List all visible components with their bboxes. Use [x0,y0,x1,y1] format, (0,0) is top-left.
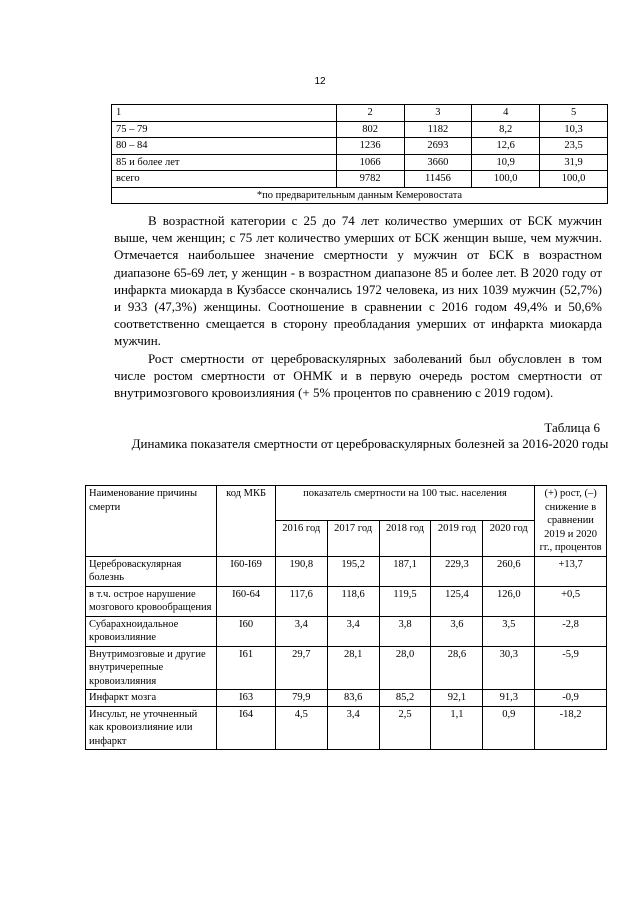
table-cell: 1 [112,105,337,122]
rate-value: 187,1 [379,556,431,586]
table-footnote: *по предварительным данным Кемеровостата [112,187,608,204]
rate-value: 195,2 [327,556,379,586]
cause-name: Внутримозговые и другие внутричерепные кровоизлияния [86,646,217,690]
rate-value: 4,5 [275,706,327,750]
rate-value: 119,5 [379,586,431,616]
table-cell: 1066 [336,154,404,171]
header-year: 2017 год [327,521,379,556]
cause-name: в т.ч. острое нарушение мозгового кровообращения [86,586,217,616]
table-cell: 8,2 [472,121,540,138]
table-cell: 9782 [336,171,404,188]
header-year: 2020 год [483,521,535,556]
rate-value: 2,5 [379,706,431,750]
rate-value: 125,4 [431,586,483,616]
rate-value: 91,3 [483,690,535,707]
table-title: Динамика показателя смертности от цереброваскулярных болезней за 2016-2020 годы [131,436,609,451]
table-cell: 5 [540,105,608,122]
table-row [86,586,607,616]
table-cell: 10,9 [472,154,540,171]
change-value: -18,2 [535,706,607,750]
table-cell: 2 [336,105,404,122]
table-footnote-row [112,187,608,204]
table-cell: 2693 [404,138,472,155]
change-value: +13,7 [535,556,607,586]
rate-value: 190,8 [275,556,327,586]
table-label: Таблица 6 [544,420,600,435]
table-cell: 10,3 [540,121,608,138]
rate-value: 28,0 [379,646,431,690]
table-cell: 4 [472,105,540,122]
paragraph-cerebrovascular-growth: Рост смертности от цереброваскулярных заболеваний был обусловлен в том числе ростом смертности от ОНМК и в первую очередь ростом смертности от внутримозгового кровоизлияния (+ 5% процентов по сравнению с 2019 годом). [114,351,602,401]
rate-value: 126,0 [483,586,535,616]
header-cause: Наименование причины смерти [86,486,217,557]
table-header-row [86,486,607,521]
table-cell: 12,6 [472,138,540,155]
rate-value: 0,9 [483,706,535,750]
cause-name: Инсульт, не уточненный как кровоизлияние или инфаркт [86,706,217,750]
icd-code: I63 [217,690,276,707]
table-cell: 1236 [336,138,404,155]
table-row [86,706,607,750]
table-row [86,646,607,690]
change-value: -2,8 [535,616,607,646]
header-icd-code: код МКБ [217,486,276,557]
rate-value: 30,3 [483,646,535,690]
change-value: -0,9 [535,690,607,707]
rate-value: 3,6 [431,616,483,646]
table-cell: 100,0 [540,171,608,188]
rate-value: 28,1 [327,646,379,690]
header-year: 2016 год [275,521,327,556]
table-row [112,171,608,188]
table-row [86,556,607,586]
table-header-row [112,105,608,122]
cause-name: Цереброваскулярная болезнь [86,556,217,586]
cause-name: Субарахноидальное кровоизлияние [86,616,217,646]
rate-value: 79,9 [275,690,327,707]
header-change: (+) рост, (–) снижение в сравнении 2019 и 2020 гг., процентов [535,486,607,557]
rate-value: 83,6 [327,690,379,707]
cause-name: Инфаркт мозга [86,690,217,707]
table-row [86,690,607,707]
table-cell: 23,5 [540,138,608,155]
table-row [112,121,608,138]
age-mortality-table [111,104,608,204]
rate-value: 229,3 [431,556,483,586]
header-year: 2018 год [379,521,431,556]
table-cell: 80 – 84 [112,138,337,155]
table-cell: 75 – 79 [112,121,337,138]
table-row [86,616,607,646]
rate-value: 3,4 [327,706,379,750]
rate-value: 28,6 [431,646,483,690]
icd-code: I61 [217,646,276,690]
rate-value: 92,1 [431,690,483,707]
table-cell: 3 [404,105,472,122]
table-row [112,154,608,171]
rate-value: 85,2 [379,690,431,707]
change-value: -5,9 [535,646,607,690]
rate-value: 29,7 [275,646,327,690]
rate-value: 3,8 [379,616,431,646]
table-cell: 1182 [404,121,472,138]
page-number: 12 [314,76,326,87]
icd-code: I60-I69 [217,556,276,586]
rate-value: 3,4 [327,616,379,646]
paragraph-bsk-by-sex: В возрастной категории с 25 до 74 лет количество умерших от БСК мужчин выше, чем женщин; с 75 лет количество умерших от БСК женщин выше, чем мужчин. Отмечается наибольшее значение смертности у мужчин от БСК в возрастном диапазоне 65-69 лет, у женщин - в возрастном диапазоне 85 и более лет. В 2020 году от инфаркта миокарда в Кузбассе скончались 1972 человека, из них 1039 мужчин (52,7%) и 933 (47,3%) женщины. Соотношение в сравнении с 2016 годом 49,4% и 50,6% соответственно смещается в сторону преобладания умерших от инфаркта миокарда мужчин. [114,213,602,349]
rate-value: 1,1 [431,706,483,750]
header-year: 2019 год [431,521,483,556]
table-cell: 3660 [404,154,472,171]
header-rate-group: показатель смертности на 100 тыс. населения [275,486,534,521]
rate-value: 3,5 [483,616,535,646]
table-cell: 100,0 [472,171,540,188]
table-cell: всего [112,171,337,188]
icd-code: I60-64 [217,586,276,616]
table-cell: 11456 [404,171,472,188]
table-cell: 85 и более лет [112,154,337,171]
rate-value: 3,4 [275,616,327,646]
table-row [112,138,608,155]
icd-code: I60 [217,616,276,646]
table-cell: 802 [336,121,404,138]
icd-code: I64 [217,706,276,750]
rate-value: 117,6 [275,586,327,616]
rate-value: 260,6 [483,556,535,586]
change-value: +0,5 [535,586,607,616]
cerebrovascular-mortality-table [85,485,607,750]
rate-value: 118,6 [327,586,379,616]
table-cell: 31,9 [540,154,608,171]
